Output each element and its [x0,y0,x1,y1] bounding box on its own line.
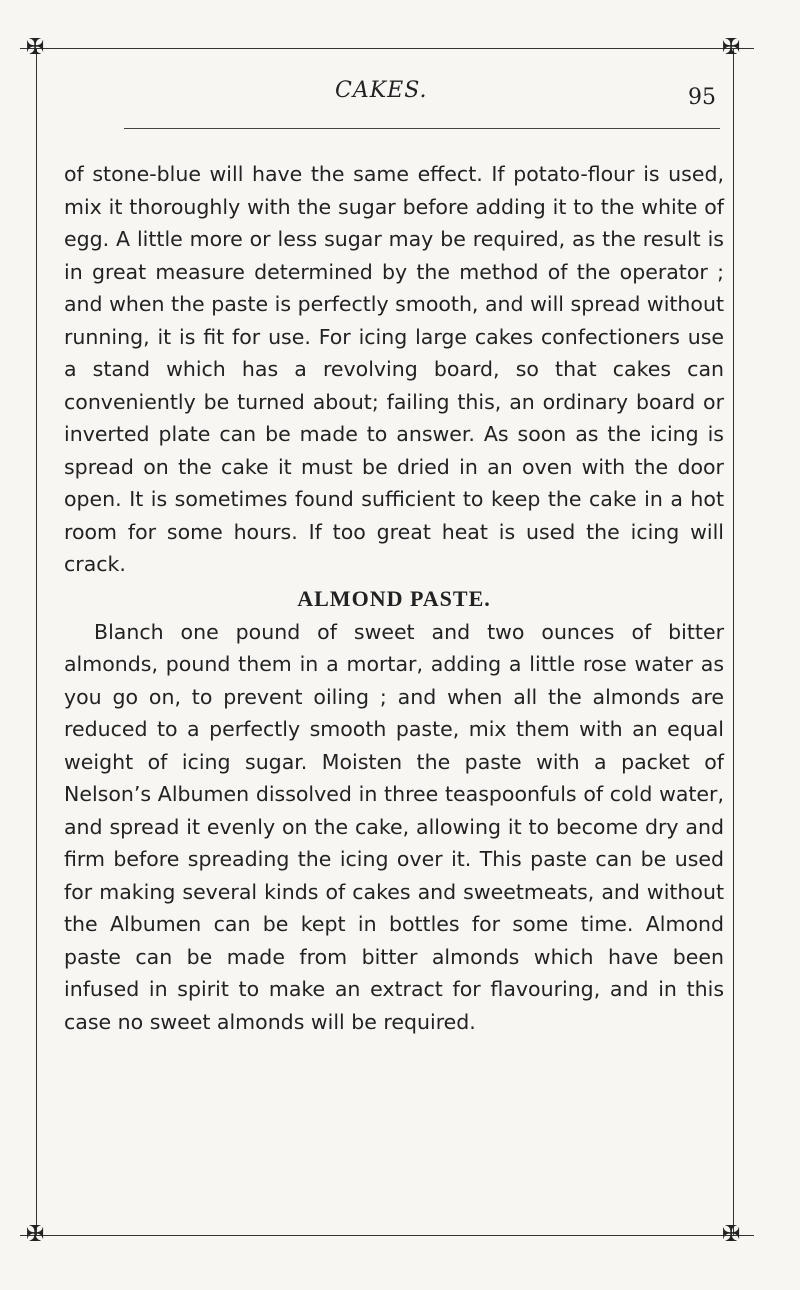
running-head: CAKES. [335,78,428,103]
page-number: 95 [688,85,716,110]
corner-ornament-icon: ✠ [722,35,741,60]
section-heading: ALMOND PASTE. [297,585,491,611]
border-bottom [20,1235,754,1236]
border-top [20,48,754,49]
border-right [733,48,734,1235]
body-text [64,158,724,1038]
corner-ornament-icon: ✠ [26,35,45,60]
corner-ornament-icon: ✠ [722,1222,741,1247]
header-rule [124,128,720,129]
corner-ornament-icon: ✠ [26,1222,45,1247]
paragraph-icing: of stone-blue will have the same effect. If potato-flour is used, mix it thoroughly with the sugar before adding it to the white of egg. A little more or less sugar may be required, as the result is in great measure determined by the method of the operator ; and when the paste is perfectly smooth, and will spread without running, it is fit for use. For icing large cakes confectioners use a stand which has a revolving board, so that cakes can conveniently be turned about; failing this, an ordinary board or inverted plate can be made to answer. As soon as the icing is spread on the cake it must be dried in an oven with the door open. It is sometimes found sufficient to keep the cake in a hot room for some hours. If too great heat is used the icing will crack. [64,162,724,576]
border-left [36,48,37,1235]
paragraph-almond-paste: Blanch one pound of sweet and two ounces of bitter almonds, pound them in a mortar, adding a little rose water as you go on, to prevent oiling ; and when all the almonds are reduced to a perfectly smooth paste, mix them with an equal weight of icing sugar. Moisten the paste with a packet of Nelson’s Albumen dissolved in three teaspoonfuls of cold water, and spread it evenly on the cake, allowing it to become dry and firm before spreading the icing over it. This paste can be used for making several kinds of cakes and sweetmeats, and without the Albumen can be kept in bottles for some time. Almond paste can be made from bitter almonds which have been infused in spirit to make an extract for flavouring, and in this case no sweet almonds will be required. [64,619,724,1034]
